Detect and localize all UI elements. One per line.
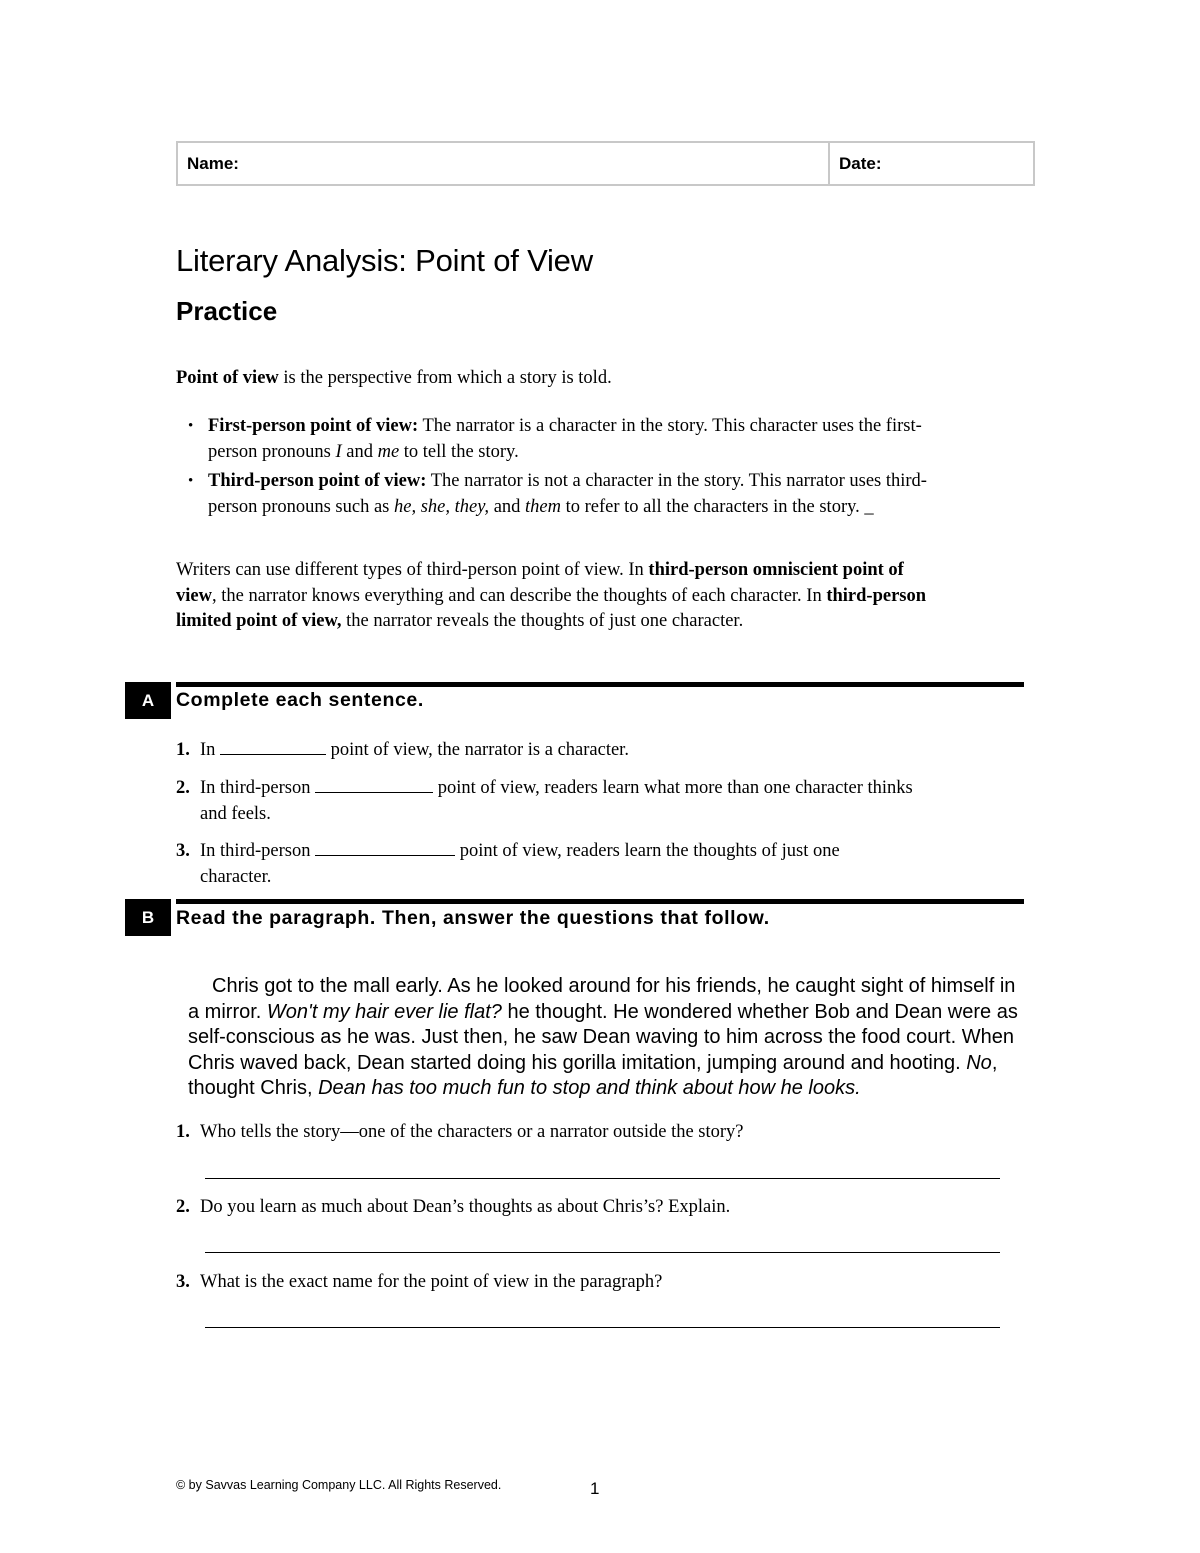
- section-a-item: [176, 775, 1026, 827]
- intro-paragraph: [176, 366, 612, 392]
- story-text: , thought Chris,: [188, 1051, 998, 1099]
- writers-term: third-person omniscient point of view: [176, 560, 904, 606]
- bullet-text: The narrator is not a character in the story. This narrator uses third-person pronouns such as: [208, 471, 927, 517]
- fill-in-blank[interactable]: [220, 737, 326, 755]
- item-text: point of view, readers learn the thoughts of just one: [455, 841, 840, 861]
- item-text: In third-person: [200, 841, 316, 861]
- item-text: point of view, the narrator is a character.: [326, 740, 629, 760]
- item-number: 3.: [176, 841, 190, 861]
- bullet-dot-icon: •: [188, 418, 194, 434]
- question-2: [176, 1195, 1026, 1221]
- bullet-term: First-person point of view:: [208, 416, 419, 436]
- page-subtitle: Practice: [176, 296, 278, 326]
- bullet-first-person: [188, 414, 948, 465]
- section-b-heading: Read the paragraph. Then, answer the questions that follow.: [176, 907, 770, 929]
- section-a-item: [176, 838, 1026, 890]
- story-thought: No: [966, 1051, 992, 1074]
- item-text: character.: [200, 866, 272, 887]
- writers-text: , the narrator knows everything and can describe the thoughts of each character. In: [211, 585, 827, 606]
- question-3: [176, 1270, 1026, 1296]
- intro-text: is the perspective from which a story is told.: [278, 368, 612, 388]
- question-text: Do you learn as much about Dean’s thoughts as about Chris’s? Explain.: [200, 1197, 731, 1217]
- item-number: 2.: [176, 778, 190, 798]
- bullet-emphasis: them: [525, 496, 561, 517]
- question-text: What is the exact name for the point of view in the paragraph?: [200, 1272, 663, 1292]
- name-field[interactable]: [178, 143, 830, 184]
- story-text: Chris got to the mall early. As he looked around for his friends, he caught sight of himself in a mirror.: [188, 975, 1016, 1023]
- intro-term: Point of view: [176, 368, 279, 388]
- section-a-badge: A: [125, 682, 171, 719]
- fill-in-blank[interactable]: [315, 838, 455, 856]
- section-b-badge: B: [125, 899, 171, 936]
- page-number: 1: [590, 1479, 600, 1498]
- bullet-text: and: [489, 496, 526, 517]
- answer-line-1[interactable]: [205, 1178, 1000, 1179]
- item-text: and feels.: [200, 803, 271, 824]
- story-text: he thought. He wondered whether Bob and Dean were as self-conscious as he was. Just then, he saw Dean waving to him across the food court. When Chris waved back, Dean started doing his gorilla imitation, jumping around and hooting.: [188, 1000, 1018, 1074]
- item-text: In: [200, 740, 221, 760]
- bullet-text: The narrator is a character in the story. This character uses the first-person pronouns: [208, 416, 922, 462]
- section-a-item: [176, 737, 1026, 764]
- name-label: Name:: [187, 153, 239, 173]
- bullet-dot-icon: •: [188, 473, 194, 489]
- story-thought: Won't my hair ever lie flat?: [266, 1000, 502, 1023]
- page-title: Literary Analysis: Point of View: [176, 243, 593, 278]
- question-1: [176, 1120, 1026, 1146]
- question-number: 2.: [176, 1197, 190, 1217]
- name-date-box: [176, 141, 1035, 186]
- bullet-term: Third-person point of view:: [208, 471, 427, 491]
- fill-in-blank[interactable]: [315, 775, 433, 793]
- bullet-text: to refer to all the characters in the story. _: [561, 496, 874, 517]
- item-number: 1.: [176, 740, 190, 760]
- bullet-emphasis: he, she, they,: [394, 496, 490, 517]
- section-b-rule: [176, 899, 1024, 904]
- question-text: Who tells the story—one of the characters or a narrator outside the story?: [200, 1122, 744, 1142]
- answer-line-3[interactable]: [205, 1327, 1000, 1328]
- writers-term: third-person limited point of view,: [176, 585, 927, 631]
- item-text: In third-person: [200, 778, 316, 798]
- question-number: 1.: [176, 1122, 190, 1142]
- copyright-footer: © by Savvas Learning Company LLC. All Rights Reserved.: [176, 1478, 502, 1492]
- section-a-heading: Complete each sentence.: [176, 689, 424, 711]
- answer-line-2[interactable]: [205, 1252, 1000, 1253]
- item-text: point of view, readers learn what more than one character thinks: [433, 778, 913, 798]
- bullet-third-person: [188, 469, 948, 520]
- story-paragraph: [188, 974, 1028, 1102]
- section-a-rule: [176, 682, 1024, 687]
- writers-paragraph: [176, 558, 946, 635]
- date-label: Date:: [839, 153, 882, 173]
- bullet-text: to tell the story.: [399, 441, 519, 462]
- bullet-emphasis: me: [377, 441, 400, 462]
- question-number: 3.: [176, 1272, 190, 1292]
- writers-text: Writers can use different types of third-person point of view. In: [176, 560, 649, 580]
- writers-text: the narrator reveals the thoughts of just one character.: [341, 611, 744, 631]
- date-field[interactable]: [830, 143, 1033, 184]
- story-thought: Dean has too much fun to stop and think about how he looks.: [318, 1077, 861, 1099]
- bullet-text: and: [341, 441, 378, 462]
- bullet-emphasis: I: [335, 441, 342, 462]
